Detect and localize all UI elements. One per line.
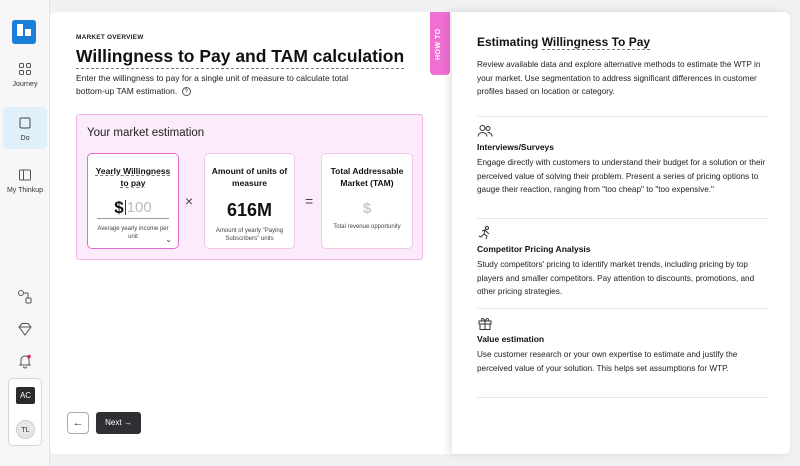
wtp-label: Yearly Willingness to pay [95, 166, 171, 188]
panel-intro: Review available data and explore alternative methods to estimate the WTP in your market. Use segmentation to address significant differences in customer profiles based on location or category. [477, 60, 761, 96]
tam-card [321, 153, 413, 249]
account-switcher [8, 378, 42, 446]
description-text: Enter the willingness to pay for a single unit of measure to calculate total bottom-up TAM estimation. [76, 73, 349, 96]
how-to-tab-label: HOW TO [435, 28, 442, 60]
next-button[interactable]: Next → [96, 412, 141, 434]
runner-icon [477, 226, 493, 240]
market-estimation-panel [76, 114, 423, 260]
units-card [204, 153, 295, 249]
main-card [50, 12, 452, 454]
how-to-tab[interactable] [430, 12, 450, 75]
estimation-title: Your market estimation [87, 127, 205, 139]
app-logo[interactable] [12, 20, 36, 44]
square-icon [18, 116, 32, 130]
wtp-card[interactable] [87, 153, 179, 249]
method-title: Value estimation [477, 334, 545, 344]
grid-icon [18, 62, 32, 76]
wtp-sublabel: Average yearly income per unit [97, 226, 169, 240]
method-title: Competitor Pricing Analysis [477, 244, 591, 254]
panel-title-highlight: Willingness To Pay [541, 35, 651, 49]
units-sublabel: Amount of yearly "Paying Subscribers" units [215, 228, 284, 242]
multiply-icon: × [185, 193, 194, 209]
wtp-input[interactable] [97, 197, 169, 219]
gift-icon [477, 316, 493, 330]
eyebrow-label: MARKET OVERVIEW [76, 34, 144, 41]
tam-value: $ [362, 200, 372, 217]
panel-title-prefix: Estimating [477, 35, 539, 49]
page-title: Willingness to Pay and TAM calculation [76, 46, 404, 69]
sidebar-item-journey[interactable] [3, 62, 47, 98]
section-divider [477, 397, 767, 398]
text-caret [125, 200, 126, 215]
sidebar [0, 0, 50, 466]
method-competitor-pricing [477, 218, 767, 299]
equals-icon: = [305, 193, 314, 209]
chevron-down-icon[interactable]: ⌄ [165, 235, 172, 244]
units-label: Amount of units of measure [211, 166, 288, 188]
sidebar-item-my-thinkup[interactable] [3, 168, 47, 200]
panel-title [477, 35, 650, 49]
tam-sublabel: Total revenue opportunity [333, 224, 401, 230]
diamond-icon[interactable] [17, 321, 33, 337]
panel-icon [18, 168, 32, 182]
method-value-estimation [477, 308, 767, 375]
avatar-user[interactable]: TL [16, 420, 35, 439]
units-value: 616M [226, 200, 273, 220]
avatar-organization[interactable]: AC [16, 387, 35, 404]
help-icon[interactable]: ? [182, 87, 191, 96]
sidebar-item-label: Do [20, 135, 30, 142]
method-description: Study competitors' pricing to identify market trends, including pricing by top players and smaller competitors. Pay attention to discounts, promotions, and other pricing strategies. [477, 260, 755, 296]
how-to-panel [452, 12, 790, 454]
sidebar-item-do[interactable] [3, 107, 47, 149]
wtp-placeholder: 100 [126, 199, 152, 216]
connect-icon[interactable] [17, 289, 33, 305]
back-button[interactable]: ← [67, 412, 89, 434]
method-description: Use customer research or your own expertise to estimate and justify the perceived value of your solution. This helps set assumptions for WTP. [477, 350, 738, 373]
people-icon [477, 124, 493, 138]
currency-symbol: $ [114, 197, 124, 217]
bell-icon[interactable] [17, 353, 33, 369]
method-title: Interviews/Surveys [477, 142, 555, 152]
method-interviews [477, 116, 767, 197]
page-description [76, 72, 376, 98]
method-description: Engage directly with customers to understand their budget for a solution or their perceived value of solving their problem. Present a series of pricing options to gauge their reaction, ranging from "too cheap" to "too expensive." [477, 158, 766, 194]
sidebar-item-label: My Thinkup [6, 187, 44, 194]
sidebar-item-label: Journey [12, 81, 38, 88]
tam-label: Total Addressable Market (TAM) [330, 166, 404, 188]
